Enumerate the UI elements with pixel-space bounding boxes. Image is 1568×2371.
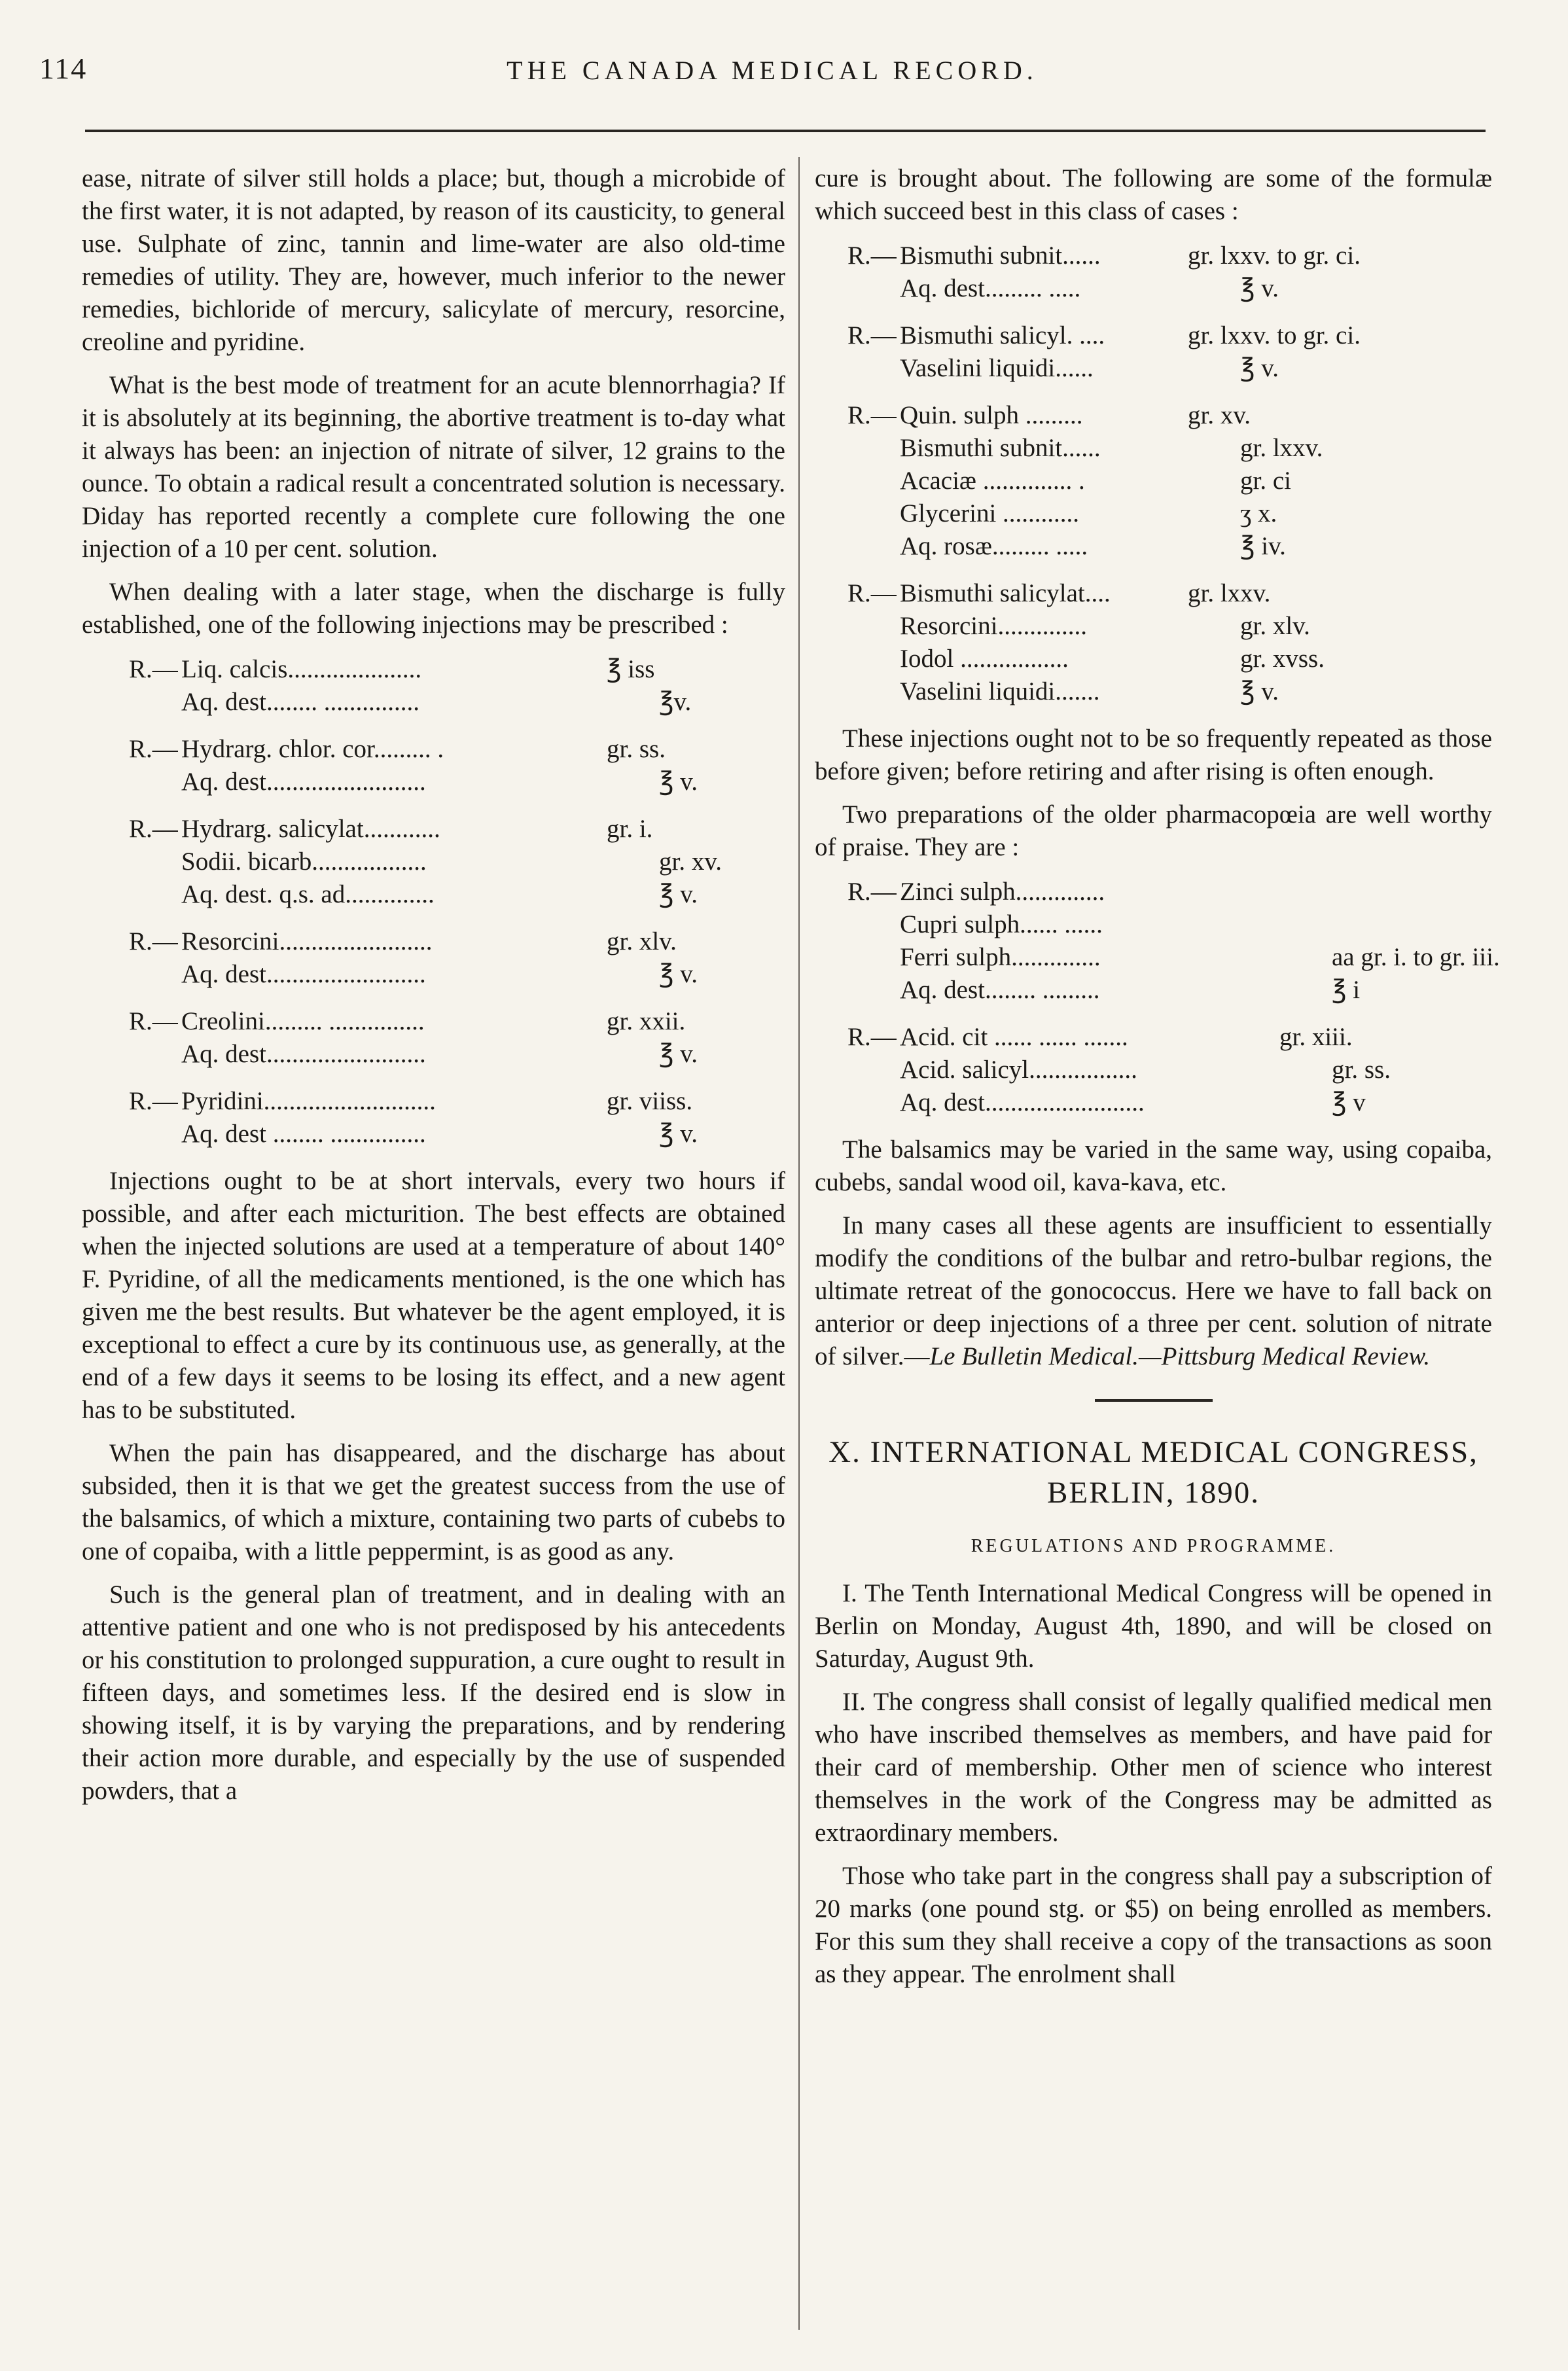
ingredient: Iodol ................. (900, 645, 1069, 673)
prescription-line (847, 399, 1492, 432)
dose: gr. ss. (1332, 1056, 1391, 1084)
prescription-line (847, 610, 1492, 643)
running-title: THE CANADA MEDICAL RECORD. (507, 56, 1038, 85)
prescription-line (847, 352, 1492, 385)
prescription (815, 876, 1500, 1007)
left-column (82, 162, 785, 1818)
header-rule (85, 130, 1486, 132)
recipe-sign: R.— (129, 927, 178, 955)
dose: ℥ v. (1240, 274, 1279, 302)
ingredient: Ferri sulph.............. (900, 943, 1101, 971)
ingredient: Hydrarg. salicylat............ (181, 815, 440, 843)
ingredient: Bismuthi salicyl. .... (900, 321, 1105, 349)
dose: gr. ci (1240, 467, 1291, 495)
dose: ℥ v. (659, 960, 698, 988)
prescription-line (129, 733, 785, 766)
recipe-sign: R.— (847, 1023, 897, 1051)
dose: gr. xlv. (1240, 612, 1310, 640)
ingredient: Bismuthi subnit...... (900, 241, 1101, 270)
prescription-line (129, 1118, 785, 1150)
ingredient: Cupri sulph...... ...... (900, 910, 1103, 938)
ingredient: Aq. dest......................... (181, 960, 426, 988)
recipe-sign: R.— (847, 878, 897, 906)
prescription (82, 813, 785, 911)
prescription-line (847, 908, 1492, 941)
section-subtitle: REGULATIONS AND PROGRAMME. (971, 1536, 1336, 1556)
ingredient: Acaciæ .............. . (900, 467, 1085, 495)
prescription (82, 1005, 785, 1071)
paragraph (815, 1209, 1492, 1373)
prescription-line (847, 432, 1492, 465)
recipe-sign: R.— (129, 1087, 178, 1115)
ingredient: Bismuthi subnit...... (900, 434, 1101, 462)
prescription-line (847, 530, 1492, 563)
prescription-line (847, 319, 1492, 352)
dose: ℥ iv. (1240, 532, 1286, 560)
ingredient: Creolini......... ............... (181, 1007, 425, 1035)
dose: ℥ v. (659, 768, 698, 796)
dose: gr. xiii. (1279, 1023, 1353, 1051)
ingredient: Pyridini........................... (181, 1087, 436, 1115)
paragraph: When dealing with a later stage, when the discharge is fully established, one of the following injections may be prescribed : (82, 578, 785, 639)
recipe-sign: R.— (847, 241, 897, 270)
prescription-line (847, 272, 1492, 305)
ingredient: Resorcini.............. (900, 612, 1087, 640)
ingredient: Aq. dest......................... (181, 1040, 426, 1068)
page-number: 114 (39, 52, 88, 85)
prescription-line (129, 813, 785, 846)
prescription-list (82, 653, 785, 1150)
prescription-line (847, 876, 1492, 908)
prescription-line (847, 497, 1492, 530)
paragraph: What is the best mode of treatment for an acute blennorrhagia? If it is absolutely at its beginning, the abortive treatment is to-day what it always has been: an injection of nitrate of silver, 12 grains to the ounce. To obtain a radical result a concentrated solution is necessary. Diday has reported recently a complete cure following the one injection of a 10 per cent. solution. (82, 371, 785, 563)
section-title: X. INTERNATIONAL MEDICAL CONGRESS, BERLIN, 1890. (829, 1435, 1478, 1510)
prescription-line (129, 686, 785, 719)
dose: gr. xv. (1188, 401, 1251, 429)
prescription (82, 925, 785, 991)
paragraph: II. The congress shall consist of legally qualified medical men who have inscribed themselves as members, and have paid for their card of membership. Other men of science who interest themselves in the work of the Congress may be admitted as extraordinary members. (815, 1688, 1492, 1847)
prescription-line (129, 878, 785, 911)
paragraph-text: In many cases all these agents are insufficient to essentially modify the conditions of the bulbar and retro-bulbar regions, the ultimate retreat of the gonococcus. Here we have to fall back on anterior or deep injections of a three per cent. solution of nitrate of silver.— (815, 1211, 1492, 1370)
prescription-line (847, 1086, 1492, 1119)
prescription-line (129, 846, 785, 878)
dose: gr. xlv. (607, 927, 677, 955)
ingredient: Liq. calcis..................... (181, 655, 422, 683)
dose: aa gr. i. to gr. iii. (1332, 943, 1500, 971)
right-column (815, 162, 1500, 2001)
prescription-line (129, 1038, 785, 1071)
paragraph: I. The Tenth International Medical Congress will be opened in Berlin on Monday, August 4th, 1890, and will be closed on Saturday, August 9th. (815, 1579, 1492, 1673)
ingredient: Resorcini........................ (181, 927, 433, 955)
recipe-sign: R.— (129, 1007, 178, 1035)
prescription-line (847, 1021, 1492, 1054)
column-separator (798, 157, 800, 2330)
dose: ℥ v. (1240, 354, 1279, 382)
ingredient: Aq. dest......................... (900, 1088, 1145, 1116)
prescription-line (847, 974, 1492, 1007)
dose: ℥ v (1332, 1088, 1366, 1116)
dose: gr. lxxv. (1240, 434, 1323, 462)
prescription (815, 1021, 1492, 1119)
ingredient: Vaselini liquidi....... (900, 677, 1100, 705)
prescription-line (129, 958, 785, 991)
prescription-line (847, 465, 1492, 497)
prescription (815, 240, 1492, 305)
recipe-sign: R.— (847, 321, 897, 349)
ingredient: Hydrarg. chlor. cor......... . (181, 735, 444, 763)
ingredient: Aq. dest ........ ............... (181, 1120, 426, 1148)
ingredient: Acid. salicyl................. (900, 1056, 1137, 1084)
ingredient: Zinci sulph.............. (900, 878, 1105, 906)
dose: gr. lxxv. to gr. ci. (1188, 321, 1361, 349)
ingredient: Aq. dest......................... (181, 768, 426, 796)
ingredient: Vaselini liquidi...... (900, 354, 1094, 382)
dose: gr. i. (607, 815, 653, 843)
dose: ℥ v. (1240, 677, 1279, 705)
paragraph: Such is the general plan of treatment, and in dealing with an attentive patient and one who is not predisposed by his antecedents or his constitution to prolonged suppuration, a cure ought to result in fifteen days, and sometimes less. If the desired end is slow in showing itself, it is by varying the preparations, and by rendering their action more durable, and especially by the use of suspended powders, that a (82, 1580, 785, 1805)
prescription-line (129, 653, 785, 686)
paragraph: Injections ought to be at short intervals, every two hours if possible, and after each micturition. The best effects are obtained when the injected solutions are used at a temperature of about 140° F. Pyridine, of all the medicaments mentioned, is the one which has given me the best results. But whatever be the agent employed, it is exceptional to effect a cure by its continuous use, as generally, at the end of a few days it seems to be losing its effect, and a new agent has to be substituted. (82, 1167, 785, 1424)
dose: ℥v. (659, 688, 692, 716)
paragraph: cure is brought about. The following are some of the formulæ which succeed best in this class of cases : (815, 164, 1492, 225)
prescription-line (847, 240, 1492, 272)
section-divider (1095, 1399, 1213, 1402)
dose: gr. xxii. (607, 1007, 686, 1035)
dose: ℥ i (1332, 976, 1361, 1004)
recipe-sign: R.— (129, 655, 178, 683)
ingredient: Aq. rosæ......... ..... (900, 532, 1088, 560)
prescription (815, 399, 1492, 563)
prescription-line (129, 925, 785, 958)
dose: gr. xvss. (1240, 645, 1325, 673)
prescription (82, 653, 785, 719)
recipe-sign: R.— (129, 815, 178, 843)
dose: ℥ iss (607, 655, 655, 683)
ingredient: Glycerini ............ (900, 499, 1080, 527)
dose: gr. lxxv. to gr. ci. (1188, 241, 1361, 270)
ingredient: Acid. cit ...... ...... ....... (900, 1023, 1128, 1051)
prescription-line (129, 1005, 785, 1038)
ingredient: Aq. dest........ ............... (181, 688, 419, 716)
prescription (815, 577, 1492, 708)
recipe-sign: R.— (847, 401, 897, 429)
ingredient: Aq. dest........ ......... (900, 976, 1100, 1004)
prescription-list (815, 876, 1500, 1119)
prescription-list (815, 240, 1492, 708)
dose: gr. xv. (659, 847, 722, 876)
ingredient: Quin. sulph ......... (900, 401, 1083, 429)
prescription (82, 1085, 785, 1150)
paragraph: Two preparations of the older pharmacopœia are well worthy of praise. They are : (815, 800, 1492, 861)
prescription-line (129, 766, 785, 798)
recipe-sign: R.— (847, 579, 897, 607)
dose: ℥ v. (659, 1120, 698, 1148)
paragraph: When the pain has disappeared, and the discharge has about subsided, then it is that we get the greatest success from the use of the balsamics, of which a mixture, containing two parts of cubebs to one of copaiba, with a little peppermint, is as good as any. (82, 1439, 785, 1565)
citation: Le Bulletin Medical.—Pittsburg Medical Review. (929, 1342, 1431, 1370)
prescription (82, 733, 785, 798)
prescription-line (847, 1054, 1492, 1086)
page-header (39, 51, 1505, 110)
ingredient: Bismuthi salicylat.... (900, 579, 1111, 607)
prescription-line (847, 643, 1492, 675)
paragraph: The balsamics may be varied in the same way, using copaiba, cubebs, sandal wood oil, kava-kava, etc. (815, 1135, 1492, 1196)
recipe-sign: R.— (129, 735, 178, 763)
dose: gr. viiss. (607, 1087, 693, 1115)
prescription-line (847, 675, 1492, 708)
dose: ℥ v. (659, 880, 698, 908)
prescription (815, 319, 1492, 385)
paragraph: Those who take part in the congress shall pay a subscription of 20 marks (one pound stg. or $5) on being enrolled as members. For this sum they shall receive a copy of the transactions as soon as they appear. The enrolment shall (815, 1862, 1492, 1988)
ingredient: Aq. dest......... ..... (900, 274, 1081, 302)
dose: gr. ss. (607, 735, 666, 763)
ingredient: Aq. dest. q.s. ad.............. (181, 880, 435, 908)
dose: ℥ v. (659, 1040, 698, 1068)
prescription-line (129, 1085, 785, 1118)
prescription-line (847, 941, 1500, 974)
ingredient: Sodii. bicarb.................. (181, 847, 427, 876)
paragraph: ease, nitrate of silver still holds a place; but, though a microbide of the first water, it is not adapted, by reason of its causticity, to general use. Sulphate of zinc, tannin and lime-water are also old-time remedies of utility. They are, however, much inferior to the newer remedies, bichloride of mercury, salicylate of mercury, resorcine, creoline and pyridine. (82, 164, 785, 356)
paragraph: These injections ought not to be so frequently repeated as those before given; before retiring and after rising is often enough. (815, 724, 1492, 785)
dose: gr. lxxv. (1188, 579, 1271, 607)
dose: ʒ x. (1240, 499, 1277, 527)
prescription-line (847, 577, 1492, 610)
